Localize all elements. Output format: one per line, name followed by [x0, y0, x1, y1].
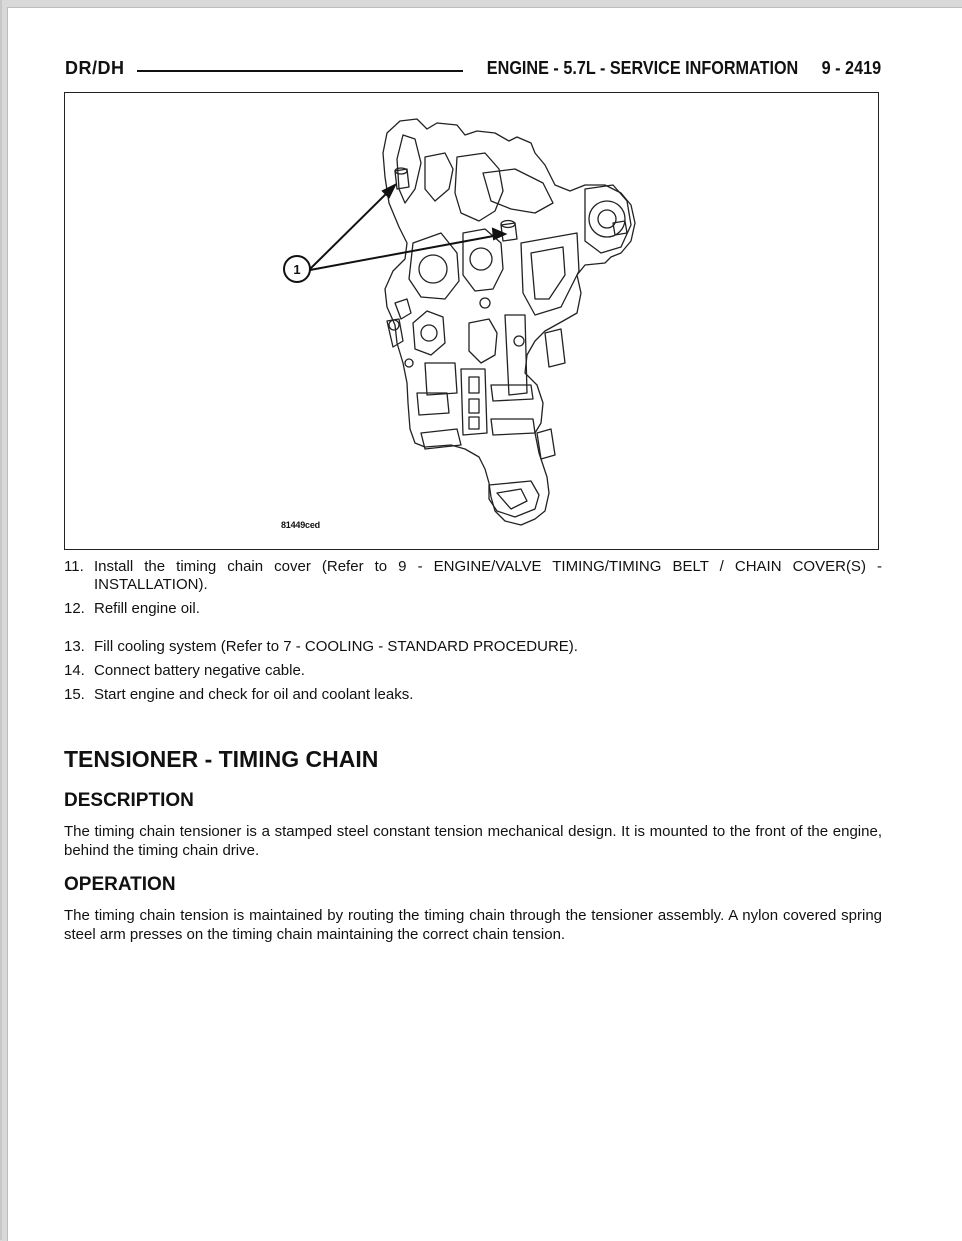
step-item [64, 686, 882, 704]
step-number: 13. [64, 638, 85, 655]
step-item [64, 600, 882, 618]
header-section: ENGINE - 5.7L - SERVICE INFORMATION [486, 58, 799, 78]
page-number: 9 - 2419 [821, 58, 881, 78]
operation-heading: OPERATION [64, 874, 176, 895]
step-number: 14. [64, 662, 85, 679]
document-page [7, 7, 962, 1241]
step-number: 11. [64, 558, 84, 575]
step-number: 12. [64, 600, 85, 617]
procedure-steps [64, 558, 882, 710]
header-model: DR/DH [65, 58, 125, 78]
section-title: TENSIONER - TIMING CHAIN [64, 746, 379, 772]
description-heading: DESCRIPTION [64, 790, 194, 811]
figure-id: 81449ced [281, 520, 320, 530]
step-number: 15. [64, 686, 85, 703]
operation-text: The timing chain tension is maintained by routing the timing chain through the tensioner assembly. A nylon covered spring steel arm presses on the timing chain maintaining the correct chain tension. [64, 907, 882, 943]
callout-number: 1 [293, 262, 301, 277]
step-item [64, 662, 882, 680]
step-text: Refill engine oil. [94, 600, 200, 617]
step-item [64, 638, 882, 656]
step-text: Fill cooling system (Refer to 7 - COOLING - STANDARD PROCEDURE). [94, 638, 578, 655]
step-text: Install the timing chain cover (Refer to 9 - ENGINE/VALVE TIMING/TIMING BELT / CHAIN COVER(S) - INSTALLATION). [94, 558, 882, 593]
description-text: The timing chain tensioner is a stamped steel constant tension mechanical design. It is mounted to the front of the engine, behind the timing chain drive. [64, 823, 882, 859]
step-item [64, 558, 882, 594]
header-right [487, 58, 881, 79]
step-text: Connect battery negative cable. [94, 662, 305, 679]
step-text: Start engine and check for oil and coolant leaks. [94, 686, 414, 703]
header-rule [137, 70, 463, 72]
timing-cover-drawing [65, 93, 878, 549]
engine-figure [64, 92, 879, 550]
left-edge-bar [0, 0, 2, 1240]
running-header [65, 58, 881, 82]
